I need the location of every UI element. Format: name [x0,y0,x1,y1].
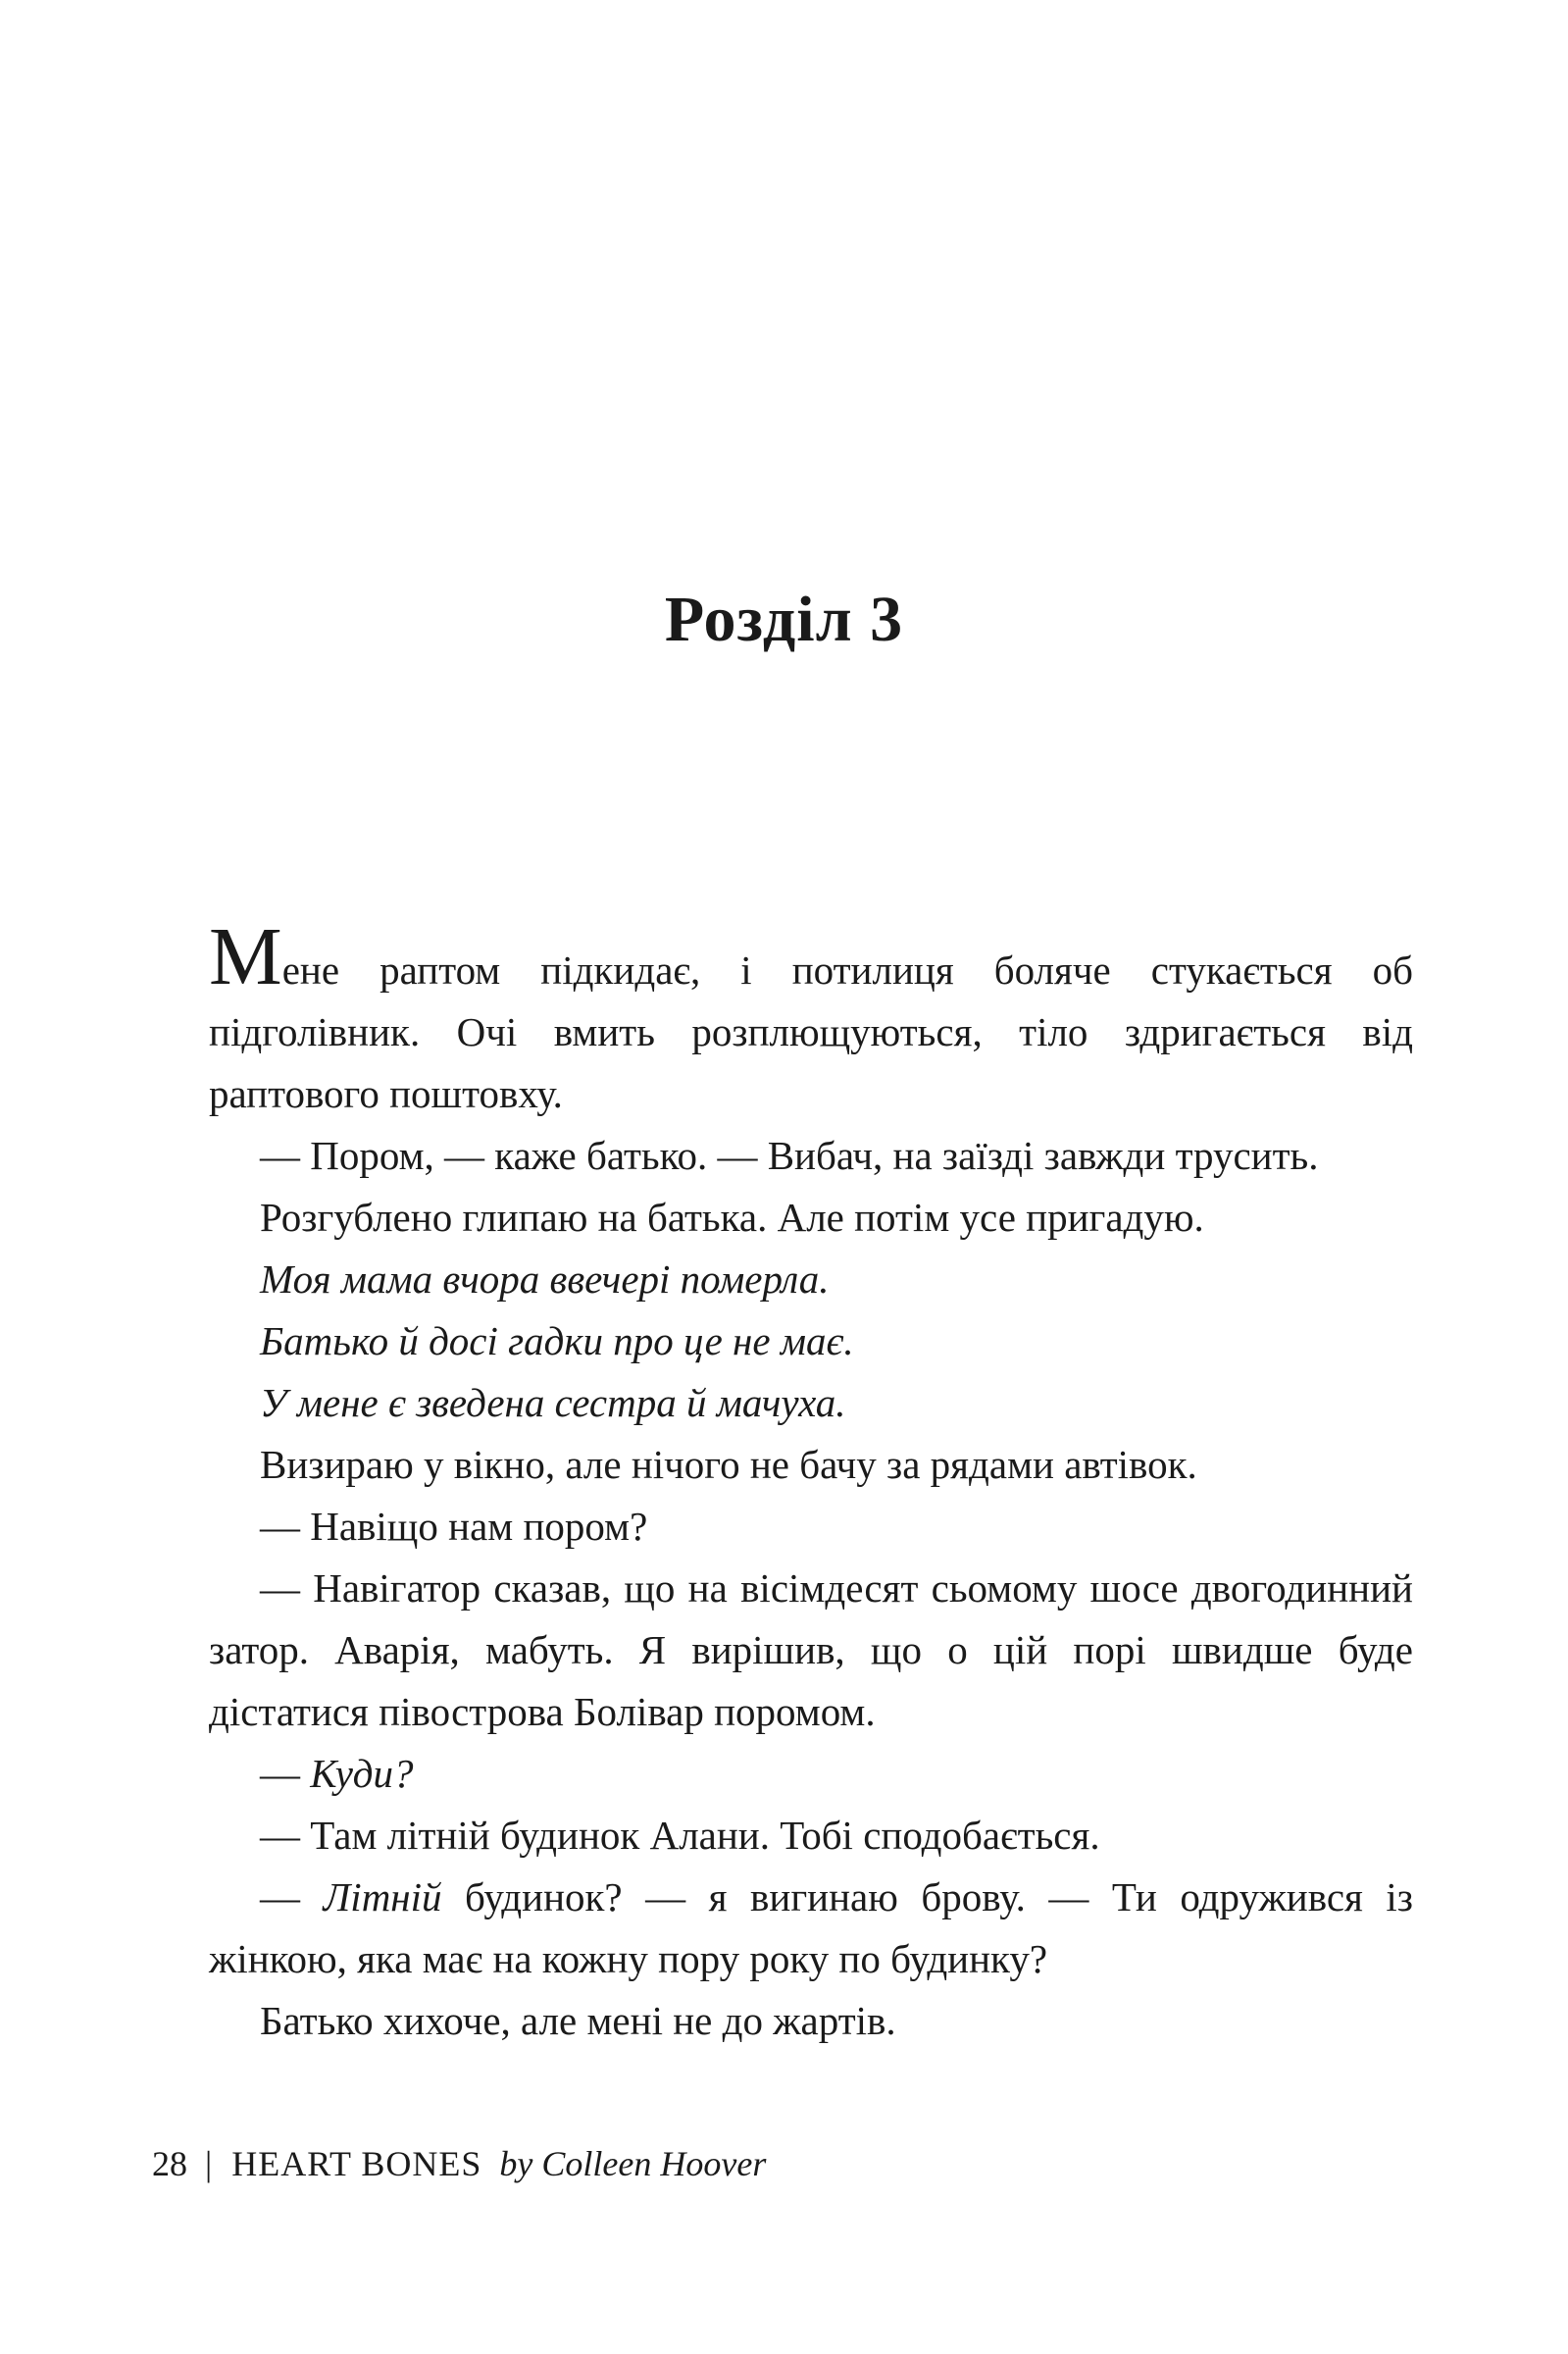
paragraph-5 [209,1310,1413,1372]
paragraph-12-dash: — [260,1874,324,1919]
paragraph-11: — Там літній будинок Алани. Тобі сподобається. [260,1813,1100,1858]
paragraph-6 [209,1372,1413,1434]
paragraph-10-dash: — [260,1751,311,1796]
paragraph-10-italic: Куди? [310,1751,414,1796]
book-author: by Colleen Hoover [499,2144,767,2183]
paragraph-1 [209,911,1413,1125]
paragraph-5-italic: Батько й досі гадки про це не має. [260,1318,854,1363]
page-number: 28 [152,2144,187,2183]
paragraph-12-text: будинок? — я вигинаю брову. — Ти одружився із жінкою, яка має на кожну пору року по будинку? [209,1874,1414,1981]
paragraph-6-italic: У мене є зведена сестра й мачуха. [260,1380,846,1425]
paragraph-3: Розгублено глипаю на батька. Але потім усе пригадую. [260,1195,1204,1240]
page-footer [152,2140,766,2187]
paragraph-1-text: ене раптом підкидає, і потилиця боляче стукається об підголівник. Очі вмить розплющуються, тіло здригається від раптового поштовху. [209,947,1413,1116]
footer-separator: | [205,2144,213,2183]
paragraph-2: — Пором, — каже батько. — Вибач, на заїзді завжди трусить. [260,1133,1319,1178]
chapter-body [209,911,1414,2052]
paragraph-9: — Навігатор сказав, що на вісімдесят сьомому шосе двогодинний затор. Аварія, мабуть. Я вирішив, що о цій порі швидше буде дістатися півострова Болівар поромом. [209,1565,1413,1734]
paragraph-8: — Навіщо нам пором? [260,1504,648,1549]
paragraph-4 [209,1249,1413,1310]
book-title: HEART BONES [231,2144,482,2183]
paragraph-12-italic: Літній [323,1874,442,1919]
drop-cap: М [209,911,282,1002]
chapter-title: Розділ 3 [664,584,904,655]
paragraph-12 [209,1867,1413,1990]
paragraph-13: Батько хихоче, але мені не до жартів. [260,1998,896,2043]
paragraph-4-italic: Моя мама вчора ввечері померла. [260,1256,830,1302]
paragraph-10 [209,1743,1413,1805]
paragraph-7: Визираю у вікно, але нічого не бачу за рядами автівок. [260,1442,1197,1487]
